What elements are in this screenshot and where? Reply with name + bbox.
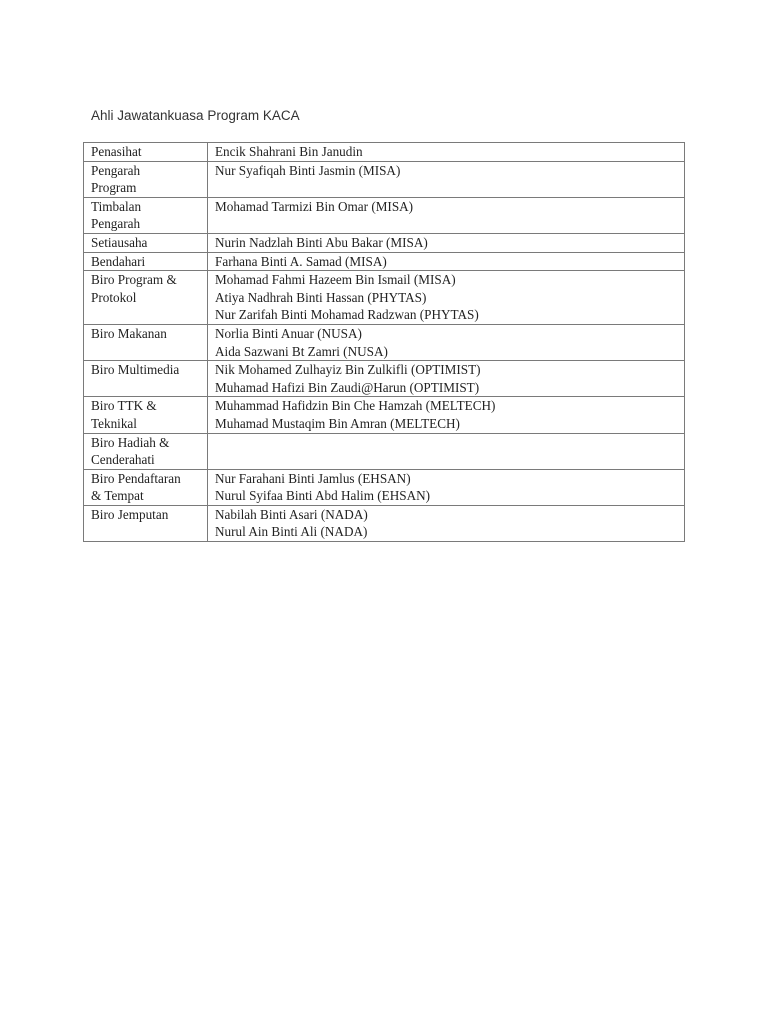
role-label: Biro TTK & (91, 398, 157, 414)
member-name: Nurul Syifaa Binti Abd Halim (EHSAN) (215, 488, 431, 504)
committee-table (83, 142, 685, 542)
members-cell (208, 252, 685, 271)
member-name: Mohamad Fahmi Hazeem Bin Ismail (MISA) (215, 272, 456, 288)
role-label: Biro Hadiah & (91, 434, 170, 450)
role-label: Teknikal (91, 415, 137, 431)
table-row (84, 197, 685, 233)
member-name: Norlia Binti Anuar (NUSA) (215, 325, 362, 341)
role-cell (84, 161, 208, 197)
role-cell (84, 397, 208, 433)
member-name: Nurin Nadzlah Binti Abu Bakar (MISA) (215, 234, 428, 250)
role-label: Penasihat (91, 144, 142, 159)
members-cell (208, 197, 685, 233)
role-label: Bendahari (91, 253, 146, 269)
table-row (84, 324, 685, 360)
members-cell (208, 271, 685, 325)
member-name: Mohamad Tarmizi Bin Omar (MISA) (215, 198, 414, 214)
table-row (84, 505, 685, 541)
document-title: Ahli Jawatankuasa Program KACA (91, 108, 300, 123)
member-name: Nik Mohamed Zulhayiz Bin Zulkifli (OPTIMIST) (215, 362, 481, 378)
role-cell (84, 143, 208, 162)
member-name: Farhana Binti A. Samad (MISA) (215, 253, 387, 269)
role-cell (84, 505, 208, 541)
table-row (84, 271, 685, 325)
role-cell (84, 271, 208, 325)
role-label: & Tempat (91, 488, 144, 504)
role-label: Pengarah (91, 162, 141, 178)
table-row (84, 161, 685, 197)
role-cell (84, 233, 208, 252)
role-label: Biro Jemputan (91, 506, 169, 522)
member-name: Nur Farahani Binti Jamlus (EHSAN) (215, 470, 411, 486)
table-row (84, 433, 685, 469)
member-name: Nabilah Binti Asari (NADA) (215, 506, 368, 522)
member-name: Atiya Nadhrah Binti Hassan (PHYTAS) (215, 289, 427, 305)
role-label: Cenderahati (91, 452, 155, 468)
member-name: Muhammad Hafidzin Bin Che Hamzah (MELTECH) (215, 398, 496, 414)
member-name: Nur Syafiqah Binti Jasmin (MISA) (215, 162, 401, 178)
member-name: Muhamad Mustaqim Bin Amran (MELTECH) (215, 415, 460, 431)
members-cell (208, 143, 685, 162)
members-cell (208, 469, 685, 505)
members-cell (208, 505, 685, 541)
role-cell (84, 197, 208, 233)
members-cell (208, 433, 685, 469)
members-cell (208, 324, 685, 360)
role-cell (84, 361, 208, 397)
members-cell (208, 397, 685, 433)
role-label: Program (91, 180, 137, 196)
member-name: Encik Shahrani Bin Janudin (215, 144, 363, 159)
member-name: Nurul Ain Binti Ali (NADA) (215, 524, 368, 540)
table-row (84, 252, 685, 271)
role-label: Timbalan (91, 198, 142, 214)
role-cell (84, 324, 208, 360)
table-row (84, 233, 685, 252)
role-cell (84, 252, 208, 271)
role-label: Biro Makanan (91, 325, 167, 341)
table-row (84, 143, 685, 162)
role-label: Biro Program & (91, 272, 177, 288)
member-name: Muhamad Hafizi Bin Zaudi@Harun (OPTIMIST) (215, 379, 480, 395)
role-label: Setiausaha (91, 234, 148, 250)
committee-table-body (84, 143, 685, 542)
role-label: Protokol (91, 289, 137, 305)
members-cell (208, 161, 685, 197)
role-label: Pengarah (91, 216, 141, 232)
role-label: Biro Pendaftaran (91, 470, 181, 486)
members-cell (208, 233, 685, 252)
members-cell (208, 361, 685, 397)
member-name: Aida Sazwani Bt Zamri (NUSA) (215, 343, 388, 359)
table-row (84, 361, 685, 397)
member-name: Nur Zarifah Binti Mohamad Radzwan (PHYTAS) (215, 307, 479, 323)
table-row (84, 397, 685, 433)
table-row (84, 469, 685, 505)
role-cell (84, 469, 208, 505)
role-cell (84, 433, 208, 469)
role-label: Biro Multimedia (91, 362, 180, 378)
